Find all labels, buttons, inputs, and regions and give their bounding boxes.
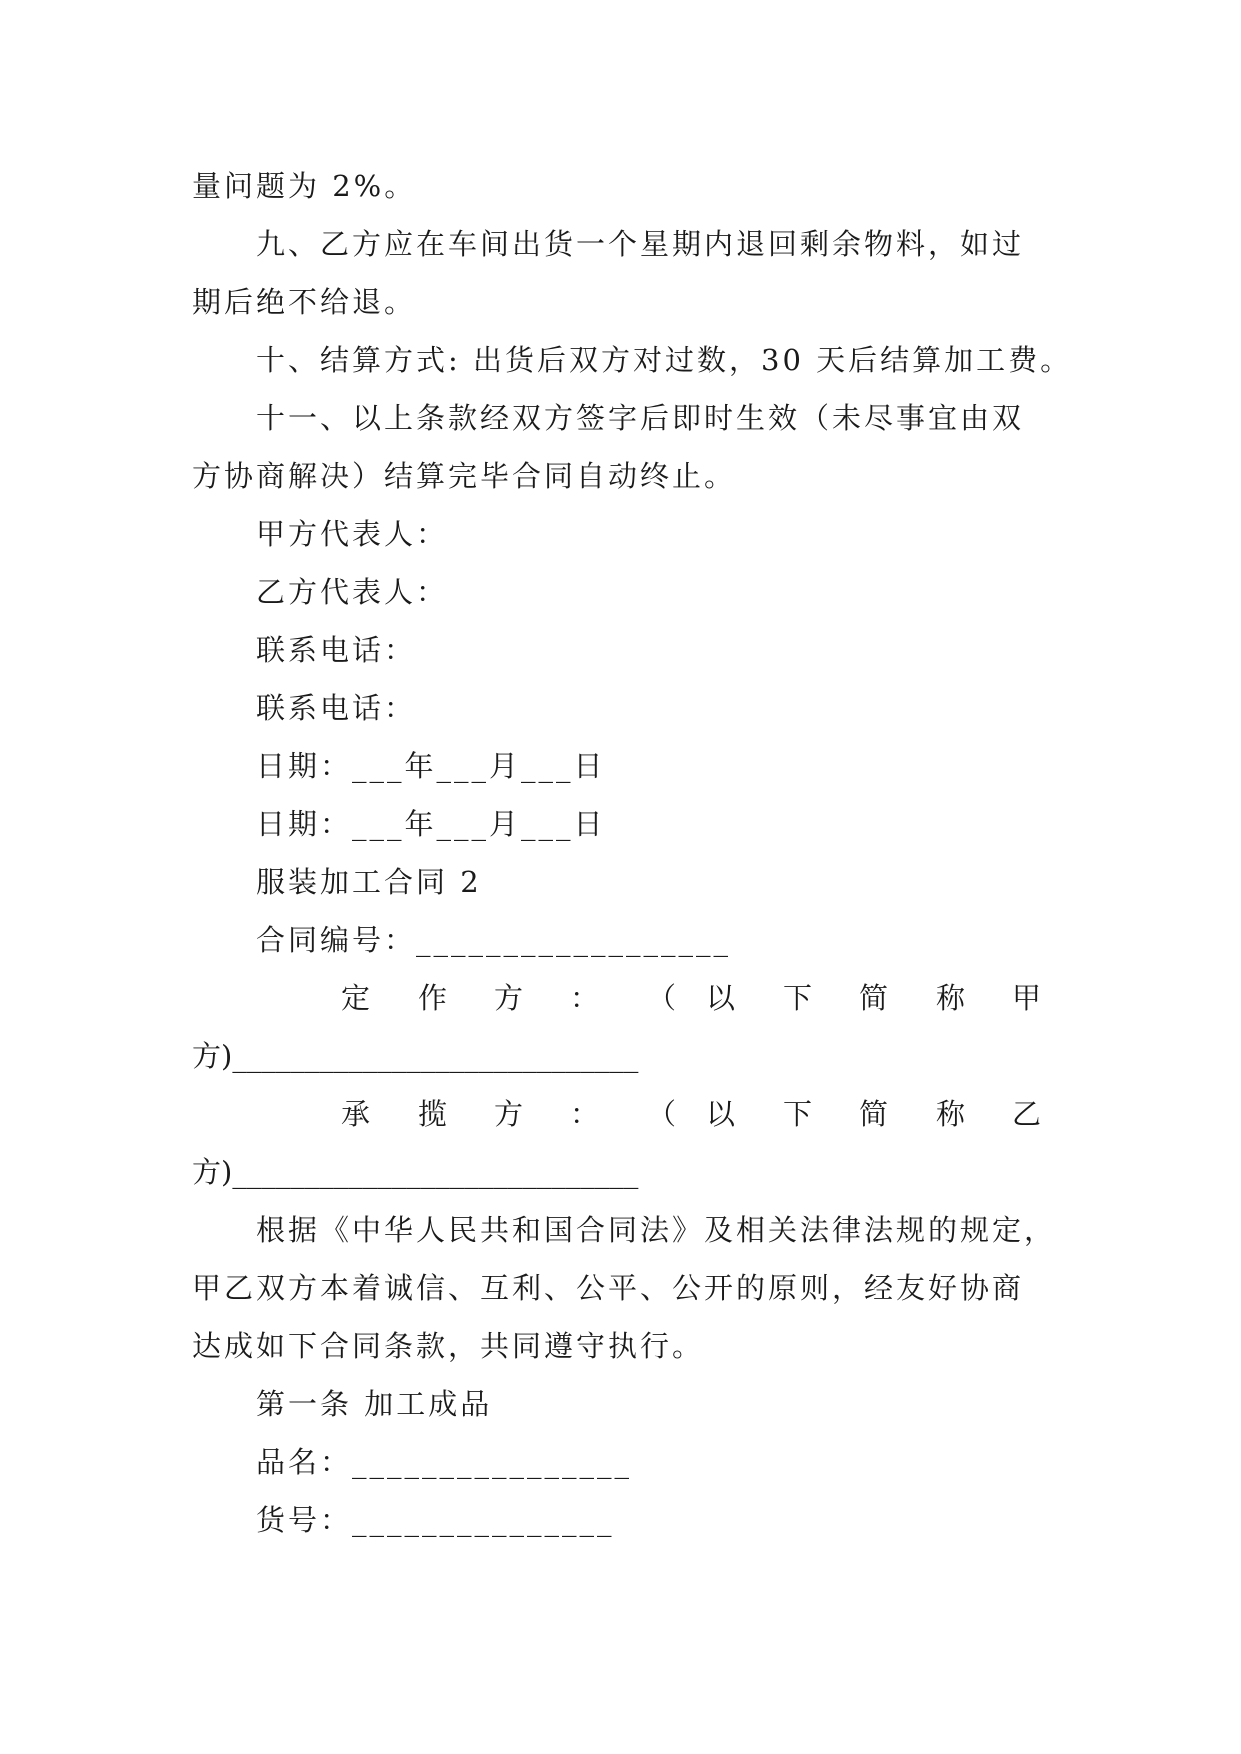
contract-number-field: 合同编号：__________________: [256, 923, 732, 957]
justified-char: 方: [494, 981, 524, 1015]
justified-char: ：: [570, 1097, 600, 1131]
text-line: 期后绝不给退。: [192, 285, 417, 319]
justified-char: 下: [783, 1097, 813, 1131]
text-line: 十一、以上条款经双方签字后即时生效（未尽事宜由双: [256, 401, 1025, 435]
justified-char: 甲: [1012, 981, 1042, 1015]
justified-char: 简: [859, 981, 889, 1015]
justified-char: ：: [570, 981, 600, 1015]
text-line: 根据《中华人民共和国合同法》及相关法律法规的规定，: [256, 1213, 1057, 1247]
party-a-blank: 方)____________________________: [192, 1039, 639, 1073]
justified-char: 简: [859, 1097, 889, 1131]
text-line: 十、结算方式: 出货后双方对过数，30 天后结算加工费。: [256, 343, 1073, 377]
text-line: 甲乙双方本着诚信、互利、公平、公开的原则，经友好协商: [192, 1271, 1025, 1305]
date-field: 日期：___年___月___日: [256, 807, 606, 841]
justified-char: 乙: [1012, 1097, 1042, 1131]
date-field: 日期：___年___月___日: [256, 749, 606, 783]
text-line: 方协商解决）结算完毕合同自动终止。: [192, 459, 737, 493]
text-line: 九、乙方应在车间出货一个星期内退回剩余物料，如过: [256, 227, 1025, 261]
text-line: 量问题为 2%。: [192, 169, 417, 203]
justified-char: 揽: [418, 1097, 448, 1131]
party-b-blank: 方)____________________________: [192, 1155, 639, 1189]
signature-field: 乙方代表人：: [256, 575, 449, 609]
justified-char: 下: [783, 981, 813, 1015]
document-title: 服装加工合同 2: [256, 865, 482, 899]
item-number-field: 货号：_______________: [256, 1503, 615, 1537]
justified-char: 称: [936, 981, 966, 1015]
contact-field: 联系电话：: [256, 691, 417, 725]
contact-field: 联系电话：: [256, 633, 417, 667]
justified-char: 承: [341, 1097, 371, 1131]
justified-char: 方: [494, 1097, 524, 1131]
text-line: 达成如下合同条款，共同遵守执行。: [192, 1329, 705, 1363]
justified-char: （: [647, 981, 677, 1015]
justified-char: 称: [936, 1097, 966, 1131]
product-name-field: 品名：________________: [256, 1445, 633, 1479]
section-heading: 第一条 加工成品: [256, 1387, 493, 1421]
justified-char: 定: [341, 981, 371, 1015]
justified-char: 以: [706, 981, 736, 1015]
justified-char: 以: [706, 1097, 736, 1131]
justified-char: 作: [418, 981, 448, 1015]
signature-field: 甲方代表人：: [256, 517, 449, 551]
justified-char: （: [647, 1097, 677, 1131]
